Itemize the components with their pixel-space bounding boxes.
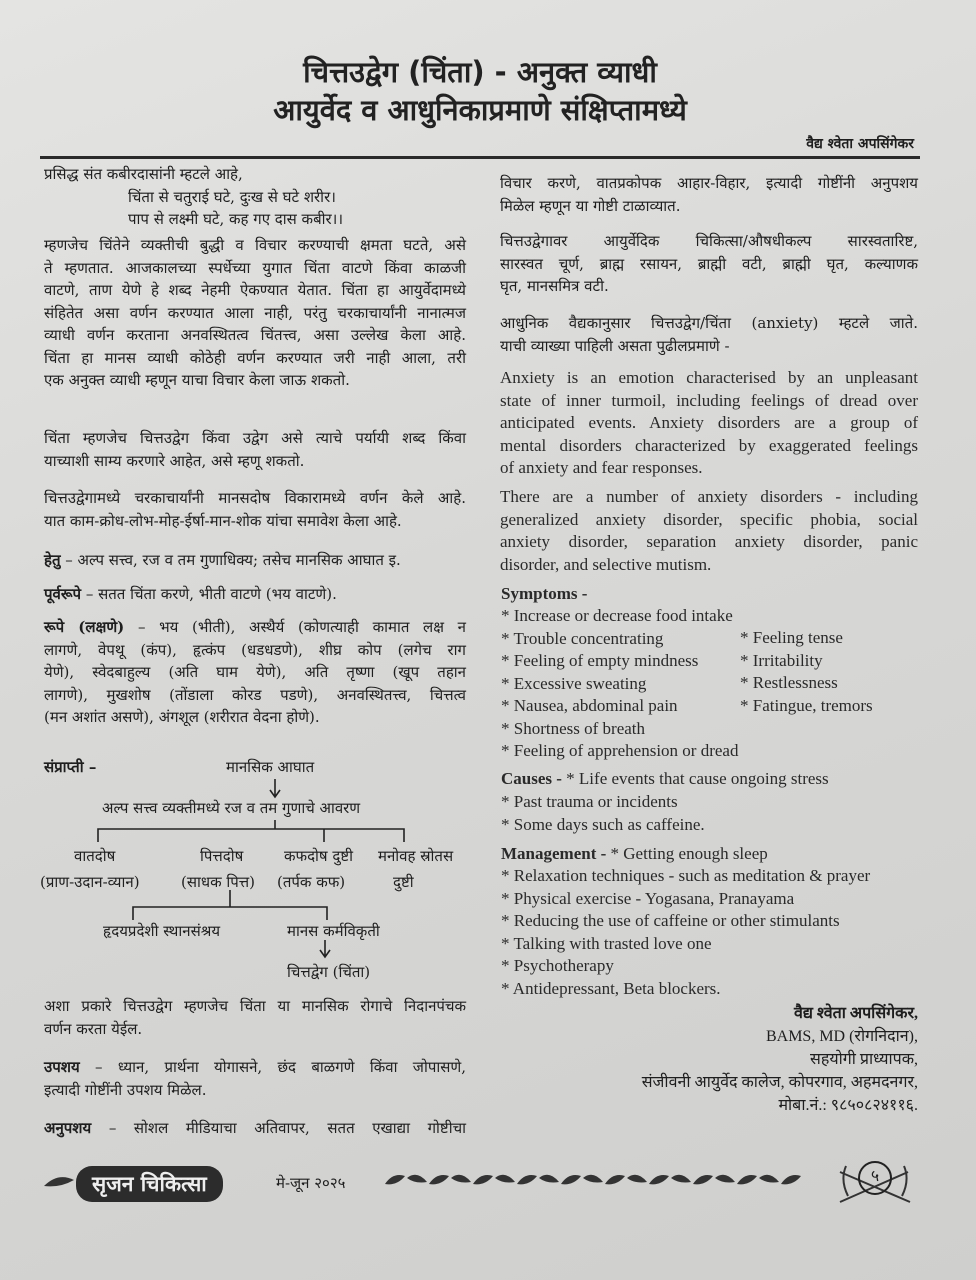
purvarupe-text: – सतत चिंता करणे, भीती वाटणे (भय वाटणे).: [81, 585, 337, 603]
upashay-text-2: इत्यादी गोष्टींनी उपशय मिळेल.: [44, 1080, 207, 1099]
hetu-text: – अल्प सत्त्व, रज व तम गुणाधिक्य; तसेच मानसिक आघात इ.: [60, 551, 401, 569]
symptom-item: * Trouble concentrating: [501, 628, 664, 648]
cause-item: * Some days such as caffeine.: [501, 815, 705, 834]
anupashay-text: – सोशल मीडियाचा अतिवापर, सतत एखाद्या गोष्टीचा: [91, 1119, 466, 1137]
text-line: disorder, and selective mutism.: [500, 554, 712, 574]
text-line: state of inner turmoil, including feelings of dread over: [500, 390, 918, 410]
signature-block: [642, 1002, 918, 1117]
management-heading: Management -: [501, 844, 607, 863]
paragraph: [500, 230, 918, 298]
text-line: घृत, मानसमित्र वटी.: [500, 277, 609, 295]
leaf-icon: [407, 1175, 427, 1183]
symptom-item: * Irritability: [740, 650, 823, 670]
text-line: संहितेत असा वर्णन करण्यात आला नाही, परंतु चरकाचार्यांनी नानात्मज: [44, 303, 466, 322]
upashay-paragraph: [44, 1056, 466, 1101]
management-item: * Talking with trasted love one: [501, 933, 712, 953]
diagram-result: चित्तद्वेग (चिंता): [287, 963, 371, 981]
symptom-item: * Nausea, abdominal pain: [501, 696, 678, 715]
signature-position: सहयोगी प्राध्यापक,: [810, 1051, 918, 1068]
article-title-line-2: आयुर्वेद व आधुनिकाप्रमाणे संक्षिप्तामध्ये: [273, 93, 687, 127]
diagram-vata: वातदोष: [74, 847, 116, 865]
text-line: mental disorders characterized by exaggerated feelings: [500, 435, 918, 455]
symptom-item: * Feeling tense: [740, 628, 843, 647]
page-number: ५: [870, 1166, 880, 1185]
diagram-kapha: कफदोष दुष्टी: [284, 847, 353, 865]
management-line: [501, 844, 768, 864]
diagram-hridaya: हृदयप्रदेशी स्थानसंश्रय: [103, 922, 221, 940]
signature-degree: BAMS, MD (रोगनिदान),: [765, 1028, 918, 1045]
causes-line: [501, 769, 829, 789]
leaf-icon: [649, 1175, 669, 1184]
conclusion-paragraph: [44, 995, 466, 1040]
cause-item: * Life events that cause ongoing stress: [566, 769, 829, 788]
english-paragraph: [500, 486, 918, 576]
text-line: वर्णन करता येईल.: [44, 1019, 143, 1038]
upashay-label: उपशय: [44, 1058, 80, 1076]
management-item: * Antidepressant, Beta blockers.: [501, 978, 721, 998]
article-author: वैद्य श्वेता अपसिंगेकर: [806, 136, 914, 152]
causes-heading: Causes -: [501, 769, 562, 788]
article-title-line-1: चित्तउद्वेग (चिंता) - अनुक्त व्याधी: [303, 55, 657, 89]
text-line: There are a number of anxiety disorders - including: [500, 487, 918, 506]
samprapti-label: संप्राप्ती –: [44, 758, 97, 776]
management-item: * Getting enough sleep: [610, 844, 768, 863]
text-line: यात काम-क्रोध-लोभ-मोह-ईर्षा-मान-शोक यांचा समावेश केला आहे.: [44, 511, 402, 530]
symptoms-heading: Symptoms -: [501, 584, 588, 603]
text-line: एक अनुक्त व्याधी म्हणून याचा विचार केला जाऊ शकतो.: [44, 371, 350, 389]
rupe-text: – भय (भीती), अस्थैर्य (कोणत्याही कामात लक्ष न: [124, 618, 466, 636]
leaf-icon: [539, 1175, 559, 1183]
text-line: anticipated events. Anxiety disorders are a group of: [500, 413, 918, 432]
text-line: (मन अशांत असणे), अंगशूल (शरीरात वेदना होणे).: [44, 708, 320, 726]
text-line: लागणे, वेपथू (कंप), हृत्कंप (धडधडणे), शीघ्र कोप (लगेच राग: [44, 640, 466, 659]
leaf-icon: [429, 1175, 449, 1184]
text-line: वाटणे, ताण येणे हे शब्द नेहमी ऐकण्यात येतात. चिंता हा आयुर्वेदामध्ये: [44, 281, 466, 299]
leaf-icon: [671, 1175, 691, 1183]
text-line: लागणे), मुखशोष (तोंडाला कोरड पडणे), अनवस्थितत्त्व, चित्तत्व: [44, 685, 466, 704]
arrow-down-icon: [320, 940, 330, 957]
leaf-icon: [517, 1175, 537, 1184]
leaf-icon: [781, 1175, 801, 1184]
leaf-icon: [759, 1175, 779, 1183]
leaf-icon: [715, 1175, 735, 1183]
text-line: anxiety disorder, separation anxiety disorder, panic: [500, 532, 918, 551]
couplet-line: चिंता से चतुराई घटे, दुःख से घटे शरीर।: [128, 187, 336, 206]
symptom-item: * Feeling of empty mindness: [501, 651, 699, 670]
text-line: विचार करणे, वातप्रकोपक आहार-विहार, इत्यादी गोष्टींनी अनुपशय: [500, 174, 918, 192]
diagram-manovaha: मनोवह स्रोतस: [378, 847, 454, 865]
arrow-down-icon: [270, 779, 280, 797]
leaf-icon: [473, 1175, 493, 1184]
hetu-label: हेतु: [44, 551, 61, 569]
leaf-icon: [561, 1175, 581, 1184]
issue-date: मे-जून २०२५: [276, 1174, 346, 1192]
text-line: of anxiety and fear responses.: [500, 458, 703, 477]
symptom-item: * Feeling of apprehension or dread: [501, 741, 739, 760]
text-line: म्हणजेच चिंतेने व्यक्तीची बुद्धी व विचार करण्याची क्षमता घटते, असे: [44, 236, 466, 254]
leaf-icon: [385, 1175, 405, 1184]
text-line: चित्तउद्वेगामध्ये चरकाचार्यांनी मानसदोष विकारामध्ये वर्णन केले आहे.: [44, 489, 466, 507]
text-line: याची व्याख्या पाहिली असता पुढीलप्रमाणे -: [500, 336, 730, 355]
symptom-item: * Increase or decrease food intake: [501, 606, 733, 625]
diagram-manas: मानस कर्मविकृती: [287, 922, 380, 940]
diagram-level1: अल्प सत्त्व व्यक्तीमध्ये रज व तम गुणाचे आवरण: [102, 799, 361, 817]
diagram-pitta-sub: (साधक पित्त): [181, 873, 256, 891]
symptom-item: * Shortness of breath: [501, 718, 646, 738]
diagram-manovaha-sub: दुष्टी: [393, 873, 414, 891]
symptom-item: * Restlessness: [740, 673, 838, 692]
leaf-icon: [627, 1175, 647, 1183]
management-item: * Relaxation techniques - such as meditation & prayer: [501, 866, 871, 885]
text-line: चिंता म्हणजेच चित्तउद्वेग किंवा उद्वेग असे त्याचे पर्यायी शब्द किंवा: [44, 429, 466, 447]
text-line: चिंता हा मानस व्याधी कोठेही वर्णन करण्यात जरी नाही आला, तरी: [44, 348, 466, 367]
upashay-text: – ध्यान, प्रार्थना योगासने, छंद बाळगणे किंवा जोपासणे,: [79, 1058, 466, 1076]
diagram-kapha-sub: (तर्पक कफ): [277, 873, 346, 891]
rupe-label: रूपे (लक्षणे): [44, 618, 125, 636]
leaf-icon: [605, 1175, 625, 1184]
text-line: ते म्हणतात. आजकालच्या स्पर्धेच्या युगात चिंता वाटणे किंवा काळजी: [44, 258, 466, 277]
leaf-icon: [495, 1175, 515, 1183]
text-line: अशा प्रकारे चित्तउद्वेग म्हणजेच चिंता या मानसिक रोगाचे निदानपंचक: [44, 997, 466, 1015]
text-line: मिळेल म्हणून या गोष्टी टाळाव्यात.: [500, 196, 681, 215]
text-line: चित्तउद्वेगावर आयुर्वेदिक चिकित्सा/औषधीकल्प सारस्वतारिष्ट,: [500, 232, 918, 250]
anupashay-label: अनुपशय: [44, 1119, 92, 1137]
management-item: * Reducing the use of caffeine or other stimulants: [501, 911, 840, 930]
text-line: सारस्वत चूर्ण, ब्राह्म रसायन, ब्राह्मी वटी, ब्राह्मी घृत, कल्याणक: [500, 254, 918, 273]
text-line: आधुनिक वैद्यकानुसार चित्तउद्वेग/चिंता (anxiety) म्हटले जाते.: [500, 314, 918, 332]
paragraph: [500, 172, 918, 217]
magazine-name: सृजन चिकित्सा: [76, 1166, 223, 1202]
leaf-icon: [583, 1175, 603, 1183]
english-paragraph: [500, 367, 918, 480]
text-line: याच्याशी साम्य करणारे आहेत, असे म्हणू शकतो.: [44, 451, 305, 470]
purvarupe-label: पूर्वरूपे: [44, 585, 82, 603]
management-item: * Physical exercise - Yogasana, Pranayama: [501, 888, 795, 908]
symptom-item: * Excessive sweating: [501, 673, 647, 693]
cause-item: * Past trauma or incidents: [501, 792, 678, 811]
intro-line: प्रसिद्ध संत कबीरदासांनी म्हटले आहे,: [44, 165, 243, 183]
text-line: येणे), स्वेदबाहुल्य (अति घाम येणे), अति तृष्णा (खूप तहान: [44, 663, 466, 681]
diagram-pitta: पित्तदोष: [200, 847, 244, 865]
diagram-vata-sub: (प्राण-उदान-व्यान): [40, 873, 140, 891]
leaf-icon: [451, 1175, 471, 1183]
text-line: generalized anxiety disorder, specific phobia, social: [500, 509, 918, 529]
signature-phone: मोबा.नं.: ९८५०८२४११६.: [778, 1097, 918, 1114]
diagram-root: मानसिक आघात: [226, 758, 315, 776]
text-line: Anxiety is an emotion characterised by an unpleasant: [500, 368, 918, 387]
leaf-icon: [693, 1175, 713, 1184]
text-line: व्याधी वर्णन करताना अनवस्थितत्व चिंतत्त्व, असा उल्लेख केला आहे.: [44, 326, 466, 344]
signature-name: वैद्य श्वेता अपसिंगेकर,: [793, 1005, 918, 1022]
leaf-icon: [44, 1177, 74, 1186]
diagram-connectors: [0, 0, 480, 1000]
paragraph: [500, 312, 918, 357]
anupashay-paragraph: [44, 1117, 466, 1140]
leaf-icon: [737, 1175, 757, 1184]
management-item: * Psychotherapy: [501, 956, 614, 975]
couplet-line: पाप से लक्ष्मी घटे, कह गए दास कबीर।।: [128, 210, 344, 228]
signature-institution: संजीवनी आयुर्वेद कालेज, कोपरगाव, अहमदनगर,: [641, 1074, 918, 1091]
symptom-item: * Fatingue, tremors: [740, 695, 873, 715]
